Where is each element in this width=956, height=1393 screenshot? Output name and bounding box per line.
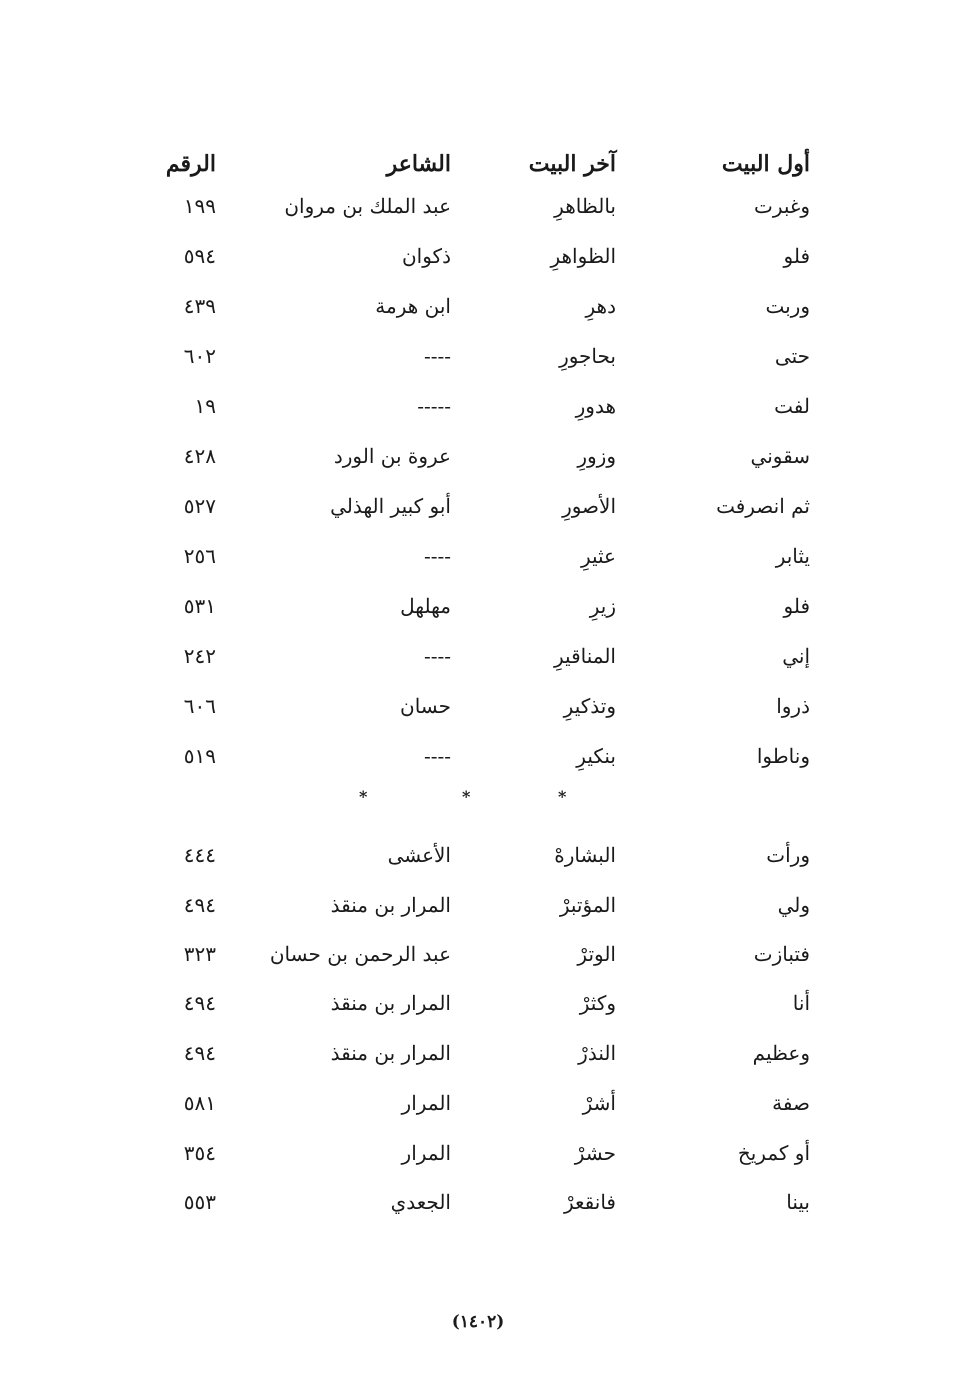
first-verse-word: سقوني — [750, 444, 810, 468]
first-verse-word: بينا — [786, 1190, 810, 1214]
poet-name: ابن هرمة — [375, 294, 451, 318]
table-header — [0, 144, 956, 184]
first-verse-word: وربت — [765, 294, 810, 318]
last-verse-word: وزورِ — [577, 444, 616, 468]
table-row — [0, 586, 956, 626]
last-verse-word: وتذكيرِ — [563, 694, 616, 718]
poet-name: ---- — [423, 644, 451, 668]
last-verse-word: هدورِ — [575, 394, 616, 418]
last-verse-word: الوترْ — [577, 942, 616, 966]
first-verse-word: إني — [782, 644, 810, 668]
first-verse-word: فلو — [783, 244, 810, 268]
poet-name: المرار بن منقذ — [330, 893, 451, 917]
separator-star: * — [462, 787, 471, 806]
first-verse-word: فتبازت — [753, 942, 810, 966]
poet-name: عبد الملك بن مروان — [284, 194, 451, 218]
last-verse-word: بحاجورِ — [559, 344, 616, 368]
poet-name: ---- — [423, 344, 451, 368]
first-verse-word: ذروا — [776, 694, 810, 718]
table-row — [0, 536, 956, 576]
last-verse-word: المناقيرِ — [554, 644, 616, 668]
table-row — [0, 1033, 956, 1073]
table-row — [0, 636, 956, 676]
poet-name: ---- — [423, 544, 451, 568]
entry-number: ٦٠٦ — [183, 694, 216, 718]
entry-number: ٥٨١ — [183, 1091, 216, 1115]
entry-number: ٤٤٤ — [183, 843, 216, 867]
poet-name: المرار بن منقذ — [330, 991, 451, 1015]
entry-number: ٥٣١ — [183, 594, 216, 618]
entry-number: ٥٩٤ — [183, 244, 216, 268]
separator-star: * — [359, 787, 368, 806]
poet-name: ---- — [423, 744, 451, 768]
first-verse-word: وناطوا — [756, 744, 810, 768]
first-verse-word: صفة — [772, 1091, 810, 1115]
last-verse-word: بالظاهرِ — [554, 194, 616, 218]
poet-name: مهلهل — [400, 594, 451, 618]
last-verse-word: النذرْ — [578, 1041, 616, 1065]
entry-number: ١٩ — [194, 394, 216, 418]
last-verse-word: أشرْ — [582, 1091, 616, 1115]
entry-number: ٥٥٣ — [183, 1190, 216, 1214]
last-verse-word: الأصورِ — [562, 494, 616, 518]
table-row — [0, 236, 956, 276]
entry-number: ٢٤٢ — [183, 644, 216, 668]
last-verse-word: حشرْ — [574, 1141, 616, 1165]
table-row — [0, 286, 956, 326]
header-first-verse: أول البيت — [721, 151, 810, 177]
poet-name: ذكوان — [401, 244, 451, 268]
table-row — [0, 686, 956, 726]
poet-name: عروة بن الورد — [333, 444, 451, 468]
header-poet: الشاعر — [386, 151, 451, 177]
last-verse-word: بنكيرِ — [576, 744, 616, 768]
table-row — [0, 885, 956, 925]
entry-number: ٥٢٧ — [183, 494, 216, 518]
header-last-verse: آخر البيت — [528, 151, 616, 177]
entry-number: ٤٩٤ — [183, 991, 216, 1015]
table-row — [0, 934, 956, 974]
last-verse-word: المؤتبرْ — [559, 893, 616, 917]
poet-name: حسان — [400, 694, 451, 718]
table-row — [0, 336, 956, 376]
entry-number: ٣٢٣ — [183, 942, 216, 966]
entry-number: ٤٩٤ — [183, 893, 216, 917]
poet-name: المرار بن منقذ — [330, 1041, 451, 1065]
poet-name: الأعشى — [387, 843, 451, 867]
table-row — [0, 736, 956, 776]
first-verse-word: ولي — [777, 893, 810, 917]
last-verse-word: البشارهْ — [554, 843, 616, 867]
first-verse-word: أو كمريخ — [737, 1141, 810, 1165]
table-row — [0, 1182, 956, 1222]
last-verse-word: دهرِ — [585, 294, 616, 318]
poet-name: أبو كبير الهذلي — [330, 494, 451, 518]
table-row — [0, 1133, 956, 1173]
poet-name: المرار — [401, 1091, 451, 1115]
section-separator — [0, 782, 956, 812]
first-verse-word: وعظيم — [752, 1041, 810, 1065]
page-number: (١٤٠٢) — [451, 1312, 505, 1332]
poet-name: ----- — [417, 394, 451, 418]
first-verse-word: فلو — [783, 594, 810, 618]
last-verse-word: عثيرِ — [580, 544, 616, 568]
last-verse-word: الظواهرِ — [550, 244, 616, 268]
table-row — [0, 1083, 956, 1123]
first-verse-word: ثم انصرفت — [716, 494, 810, 518]
first-verse-word: حتى — [774, 344, 810, 368]
entry-number: ٥١٩ — [183, 744, 216, 768]
entry-number: ١٩٩ — [183, 194, 216, 218]
first-verse-word: أنا — [792, 991, 810, 1015]
entry-number: ٣٥٤ — [183, 1141, 216, 1165]
poet-name: المرار — [401, 1141, 451, 1165]
poet-name: عبد الرحمن بن حسان — [269, 942, 451, 966]
entry-number: ٤٢٨ — [183, 444, 216, 468]
last-verse-word: فانقعرْ — [563, 1190, 616, 1214]
first-verse-word: لفت — [774, 394, 810, 418]
last-verse-word: زيرِ — [589, 594, 616, 618]
first-verse-word: ورأت — [766, 843, 810, 867]
table-row — [0, 436, 956, 476]
entry-number: ٤٣٩ — [183, 294, 216, 318]
table-row — [0, 983, 956, 1023]
last-verse-word: وكثرْ — [579, 991, 616, 1015]
table-row — [0, 486, 956, 526]
entry-number: ٦٠٢ — [183, 344, 216, 368]
entry-number: ٤٩٤ — [183, 1041, 216, 1065]
entry-number: ٢٥٦ — [183, 544, 216, 568]
table-row — [0, 835, 956, 875]
first-verse-word: وغبرت — [753, 194, 810, 218]
first-verse-word: يثابر — [775, 544, 810, 568]
poet-name: الجعدي — [390, 1190, 451, 1214]
header-number: الرقم — [165, 151, 216, 177]
table-row — [0, 386, 956, 426]
table-row — [0, 186, 956, 226]
separator-star: * — [558, 787, 567, 806]
